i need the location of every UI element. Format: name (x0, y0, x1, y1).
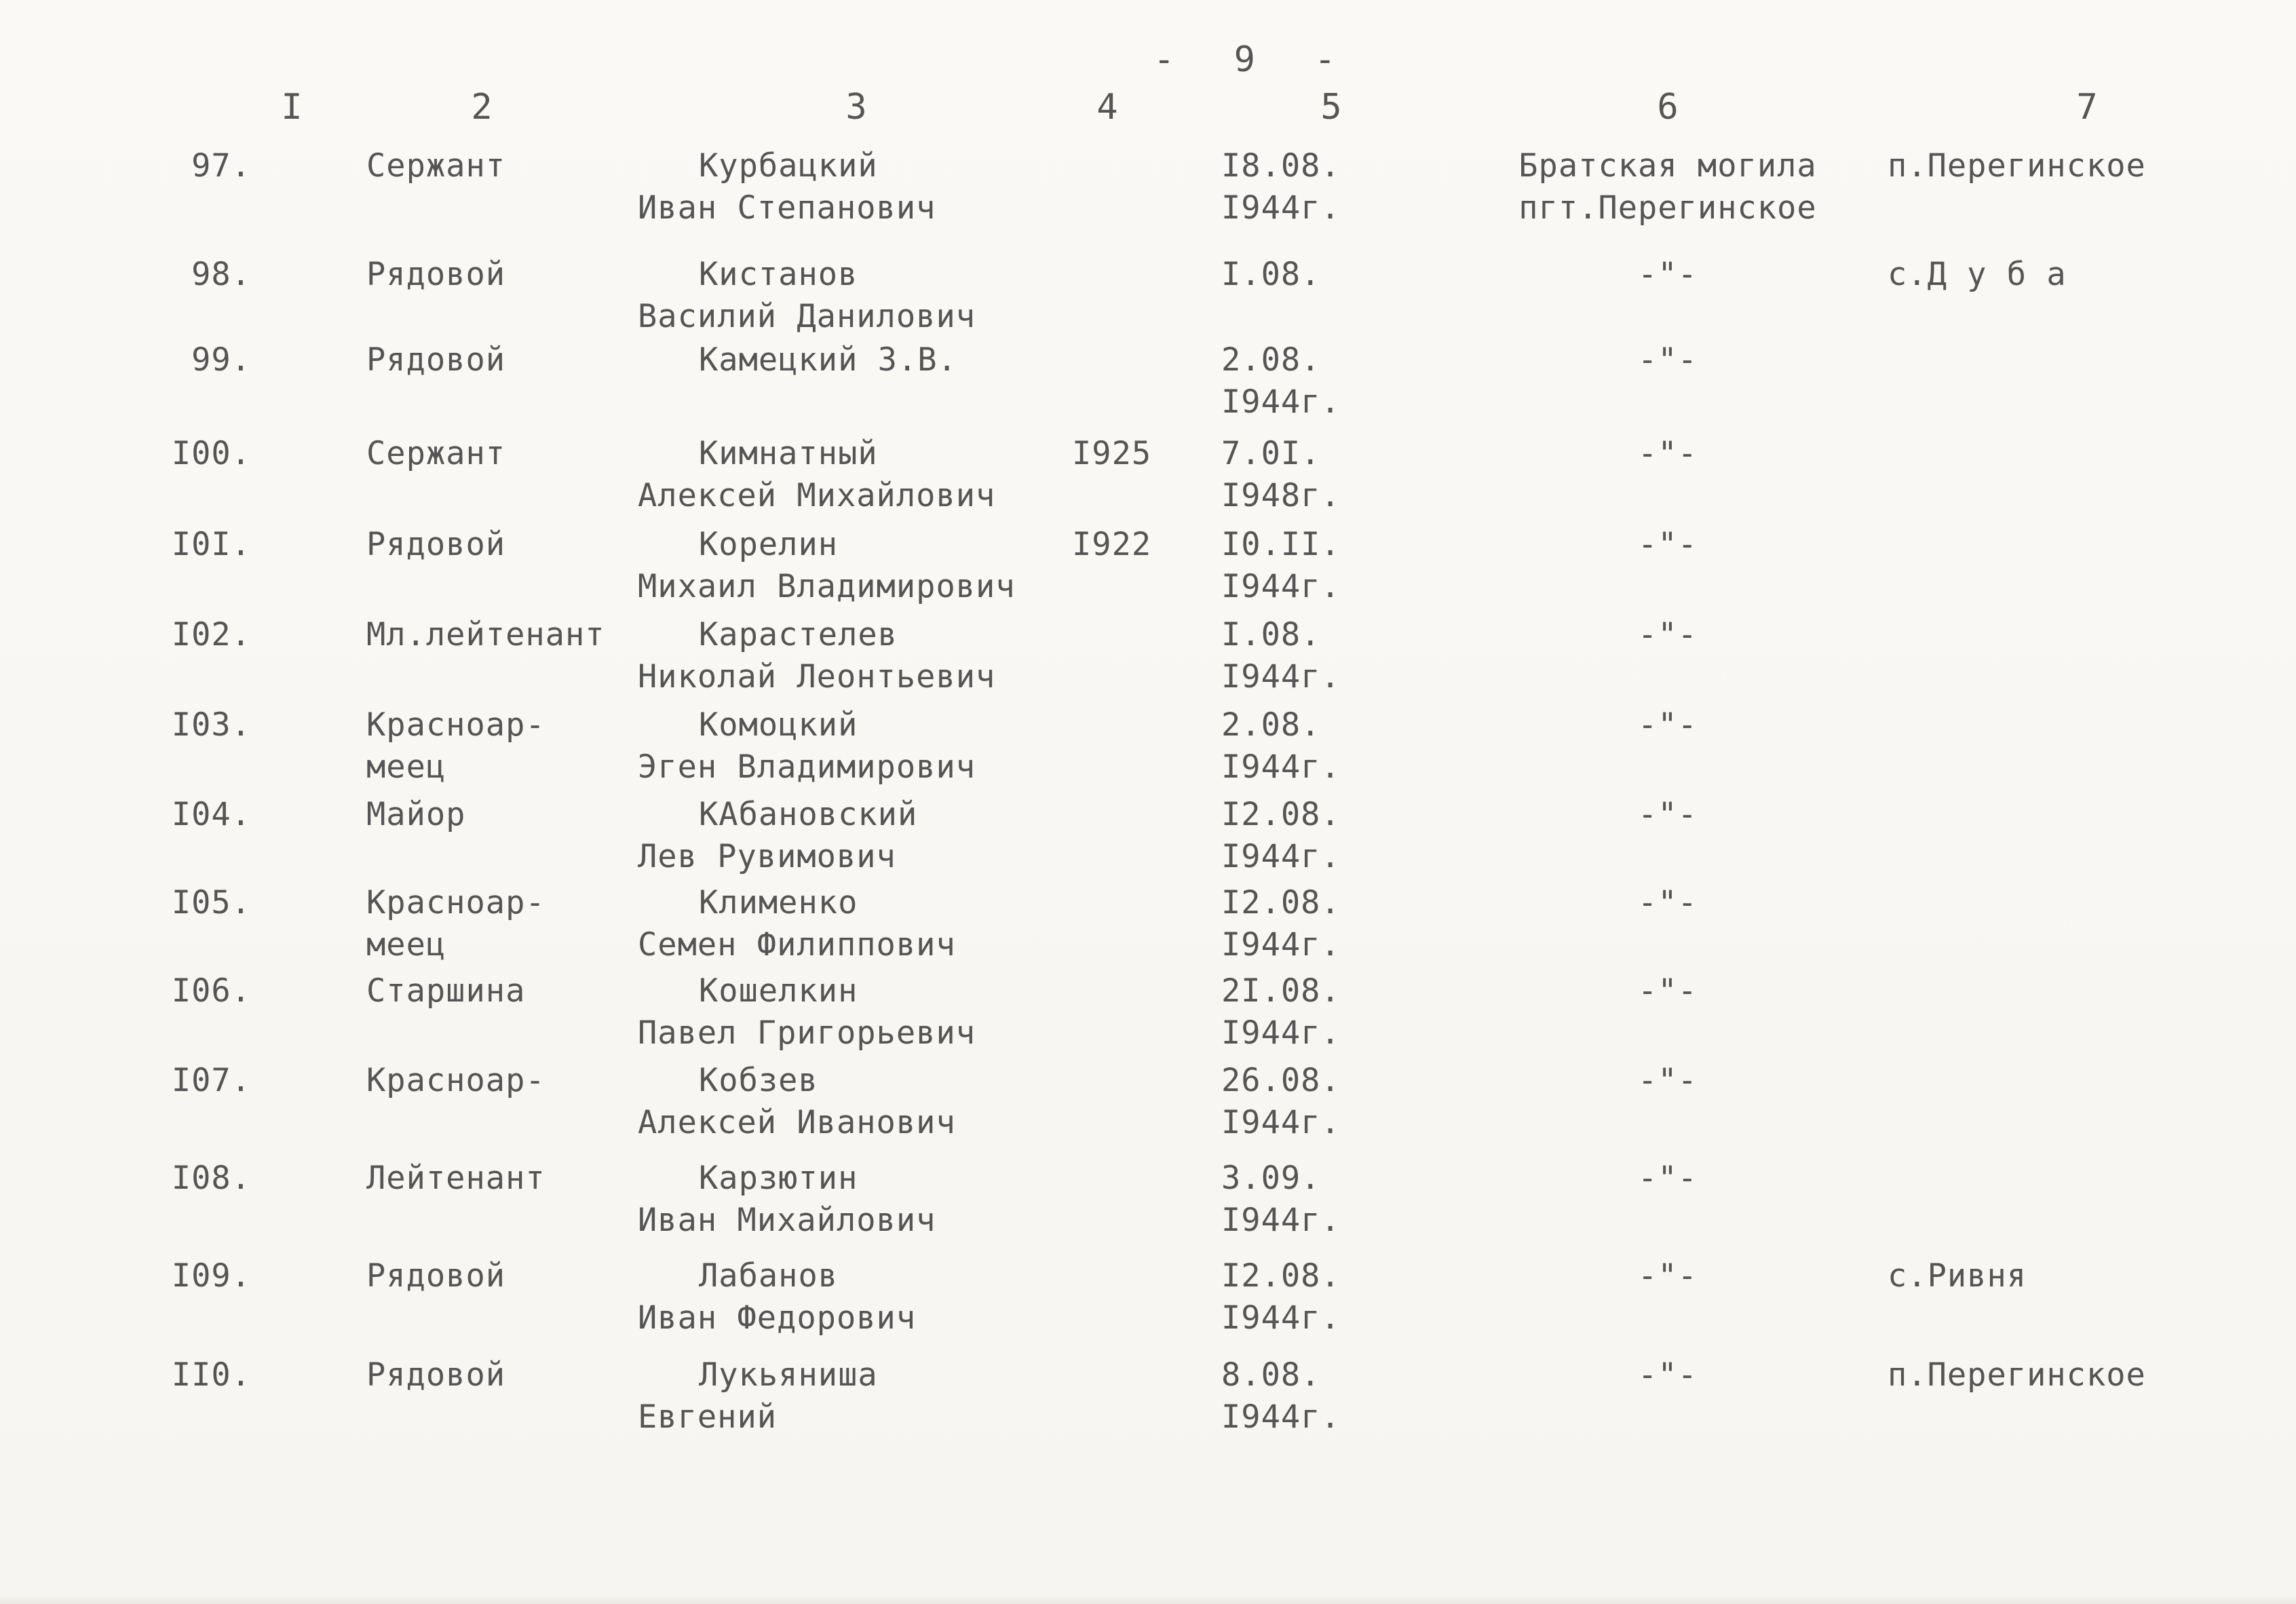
death-date-line: 3.09. (1221, 1160, 1321, 1197)
rank (366, 524, 505, 566)
death-date (1221, 1354, 1341, 1438)
burial-place (1464, 704, 1871, 746)
full-name (638, 145, 936, 229)
death-date-line: I944г. (1221, 658, 1341, 695)
rank (366, 1255, 505, 1297)
birth-year-line: I925 (1072, 435, 1152, 472)
death-date-line: I2.08. (1221, 796, 1341, 833)
full-name-line: Кошелкин (699, 972, 858, 1010)
rank-line: Красноар- (366, 706, 546, 744)
death-date-line: 7.0I. (1221, 435, 1321, 472)
full-name-line: Иван Михайлович (638, 1202, 936, 1239)
rank-line: Майор (366, 796, 466, 833)
row-number-line: I06. (171, 972, 251, 1010)
full-name (638, 970, 976, 1054)
row-number-line: I03. (171, 706, 251, 744)
burial-place-line: Братская могила (1518, 147, 1817, 185)
burial-place (1464, 433, 1871, 475)
full-name (638, 1060, 956, 1144)
full-name-line: Эген Владимирович (638, 748, 976, 786)
death-date-line: I948г. (1221, 477, 1341, 514)
burial-place-line: -"- (1638, 616, 1698, 653)
rank (366, 254, 505, 296)
rank-line: Лейтенант (366, 1160, 546, 1197)
death-date-line: I944г. (1221, 1398, 1341, 1436)
death-date-line: I8.08. (1221, 147, 1341, 185)
burial-place (1464, 970, 1871, 1012)
death-date-line: I2.08. (1221, 1257, 1341, 1295)
full-name (638, 254, 976, 338)
full-name (638, 1255, 916, 1339)
death-date-line: 2I.08. (1221, 972, 1341, 1010)
row-number-line: I05. (171, 884, 251, 921)
reburial-place-line: п.Перегинское (1888, 147, 2146, 185)
row-number (149, 1158, 251, 1200)
full-name-line: Камецкий З.В. (699, 341, 957, 379)
death-date (1221, 1060, 1341, 1144)
rank-line: меец (366, 748, 446, 786)
burial-place (1464, 339, 1871, 381)
death-date (1221, 704, 1341, 788)
row-number-line: I02. (171, 616, 251, 653)
reburial-place-line: с.Ривня (1888, 1257, 2027, 1295)
full-name (638, 339, 957, 381)
reburial-place (1888, 254, 2067, 296)
burial-place-line: -"- (1638, 972, 1698, 1010)
death-date-line: I944г. (1221, 1202, 1341, 1239)
full-name-line: Кистанов (699, 256, 858, 293)
burial-place-line: -"- (1638, 1356, 1698, 1394)
full-name-line: Николай Леонтьевич (638, 658, 996, 695)
full-name-line: Комоцкий (699, 706, 858, 744)
full-name-line: Евгений (638, 1398, 778, 1436)
death-date-line: I944г. (1221, 383, 1341, 421)
row-number (149, 1255, 251, 1297)
column-header-3: 3 (845, 87, 867, 128)
burial-place (1464, 1354, 1871, 1396)
row-number (149, 614, 251, 656)
burial-place-line: -"- (1638, 1257, 1698, 1295)
death-date (1221, 794, 1341, 878)
row-number (149, 970, 251, 1012)
full-name (638, 1158, 936, 1242)
rank-line: Рядовой (366, 1257, 506, 1295)
burial-place (1464, 794, 1871, 836)
row-number (149, 145, 251, 187)
rank-line: Красноар- (366, 884, 546, 921)
full-name (638, 794, 917, 878)
row-number-line: II0. (171, 1356, 251, 1394)
death-date (1221, 339, 1341, 423)
death-date-line: I944г. (1221, 748, 1341, 786)
row-number-line: I09. (171, 1257, 251, 1295)
row-number-line: I04. (171, 796, 251, 833)
full-name-line: Карастелев (699, 616, 898, 653)
full-name-line: Лев Рувимович (638, 838, 896, 875)
full-name-line: Семен Филиппович (638, 926, 956, 963)
row-number (149, 882, 251, 924)
full-name-line: Иван Степанович (638, 189, 936, 227)
row-number (149, 1354, 251, 1396)
rank (366, 614, 605, 656)
rank (366, 704, 546, 788)
page-number: - 9 - (1153, 39, 1355, 80)
paper-edge (0, 1595, 2296, 1604)
rank (366, 970, 525, 1012)
burial-place (1464, 254, 1871, 296)
death-date-line: 26.08. (1221, 1062, 1341, 1099)
column-header-1: I (281, 87, 303, 128)
death-date-line: 8.08. (1221, 1356, 1321, 1394)
row-number-line: 98. (191, 256, 251, 293)
death-date (1221, 524, 1341, 608)
death-date-line: I944г. (1221, 189, 1341, 227)
death-date (1221, 254, 1320, 296)
rank-line: Сержант (366, 147, 506, 185)
death-date-line: I.08. (1221, 256, 1321, 293)
death-date (1221, 970, 1341, 1054)
full-name-line: Павел Григорьевич (638, 1014, 976, 1052)
rank-line: Рядовой (366, 256, 506, 293)
death-date (1221, 145, 1341, 229)
death-date-line: 2.08. (1221, 341, 1321, 379)
column-header-6: 6 (1657, 87, 1679, 128)
row-number (149, 254, 251, 296)
birth-year (1072, 524, 1151, 566)
burial-place (1464, 145, 1871, 229)
rank (366, 1354, 505, 1396)
burial-place (1464, 1158, 1871, 1200)
full-name-line: КАбановский (699, 796, 918, 833)
rank (366, 882, 546, 966)
death-date-line: I944г. (1221, 1104, 1341, 1141)
burial-place-line: -"- (1638, 884, 1698, 921)
reburial-place (1888, 1354, 2146, 1396)
death-date-line: I2.08. (1221, 884, 1341, 921)
full-name (638, 1354, 878, 1438)
column-header-4: 4 (1096, 87, 1118, 128)
burial-place (1464, 524, 1871, 566)
burial-place-line: -"- (1638, 796, 1698, 833)
column-header-5: 5 (1320, 87, 1342, 128)
death-date-line: I944г. (1221, 838, 1341, 875)
column-header-7: 7 (2076, 87, 2098, 128)
death-date-line: I944г. (1221, 926, 1341, 963)
rank (366, 1060, 546, 1102)
full-name-line: Иван Федорович (638, 1299, 917, 1337)
row-number (149, 433, 251, 475)
birth-year (1072, 433, 1151, 475)
full-name-line: Михаил Владимирович (638, 568, 1016, 605)
reburial-place (1888, 145, 2146, 187)
burial-place-line: -"- (1638, 526, 1698, 563)
full-name-line: Василий Данилович (638, 298, 976, 335)
burial-place (1464, 1255, 1871, 1297)
burial-place-line: -"- (1638, 256, 1698, 293)
rank-line: Рядовой (366, 526, 506, 563)
full-name-line: Корелин (699, 526, 839, 563)
burial-place-line: -"- (1638, 341, 1698, 379)
full-name (638, 524, 1016, 608)
rank (366, 794, 465, 836)
full-name-line: Курбацкий (699, 147, 878, 185)
full-name (638, 614, 995, 698)
burial-place-line: пгт.Перегинское (1518, 189, 1817, 227)
burial-place (1464, 614, 1871, 656)
rank (366, 433, 505, 475)
column-header-2: 2 (471, 87, 493, 128)
death-date-line: I944г. (1221, 568, 1341, 605)
burial-place-line: -"- (1638, 435, 1698, 472)
row-number (149, 794, 251, 836)
rank (366, 145, 505, 187)
full-name-line: Лукьяниша (699, 1356, 878, 1394)
burial-place-line: -"- (1638, 1062, 1698, 1099)
rank-line: Старшина (366, 972, 526, 1010)
rank-line: Сержант (366, 435, 506, 472)
row-number (149, 704, 251, 746)
reburial-place-line: п.Перегинское (1888, 1356, 2146, 1394)
full-name (638, 433, 995, 517)
death-date (1221, 882, 1341, 966)
death-date-line: I944г. (1221, 1299, 1341, 1337)
full-name-line: Кимнатный (699, 435, 878, 472)
full-name-line: Алексей Михайлович (638, 477, 996, 514)
row-number (149, 524, 251, 566)
full-name-line: Карзютин (699, 1160, 858, 1197)
row-number-line: I07. (171, 1062, 251, 1099)
death-date (1221, 1158, 1341, 1242)
rank-line: Рядовой (366, 1356, 506, 1394)
full-name-line: Клименко (699, 884, 858, 921)
death-date-line: I944г. (1221, 1014, 1341, 1052)
death-date-line: 2.08. (1221, 706, 1321, 744)
death-date-line: I.08. (1221, 616, 1321, 653)
death-date-line: I0.II. (1221, 526, 1341, 563)
row-number (149, 339, 251, 381)
death-date (1221, 1255, 1341, 1339)
row-number-line: 99. (191, 341, 251, 379)
full-name-line: Кобзев (699, 1062, 818, 1099)
full-name (638, 882, 956, 966)
death-date (1221, 433, 1341, 517)
rank-line: Рядовой (366, 341, 506, 379)
full-name (638, 704, 976, 788)
row-number (149, 1060, 251, 1102)
full-name-line: Лабанов (699, 1257, 839, 1295)
rank (366, 1158, 546, 1200)
row-number-line: I00. (171, 435, 251, 472)
row-number-line: I08. (171, 1160, 251, 1197)
burial-place (1464, 882, 1871, 924)
reburial-place (1888, 1255, 2027, 1297)
death-date (1221, 614, 1341, 698)
burial-place-line: -"- (1638, 1160, 1698, 1197)
reburial-place-line: с.Д у б а (1888, 256, 2067, 293)
rank (366, 339, 505, 381)
full-name-line: Алексей Иванович (638, 1104, 956, 1141)
row-number-line: I0I. (171, 526, 251, 563)
rank-line: Мл.лейтенант (366, 616, 605, 653)
rank-line: Красноар- (366, 1062, 546, 1099)
row-number-line: 97. (191, 147, 251, 185)
birth-year-line: I922 (1072, 526, 1152, 563)
burial-place (1464, 1060, 1871, 1102)
burial-place-line: -"- (1638, 706, 1698, 744)
rank-line: меец (366, 926, 446, 963)
